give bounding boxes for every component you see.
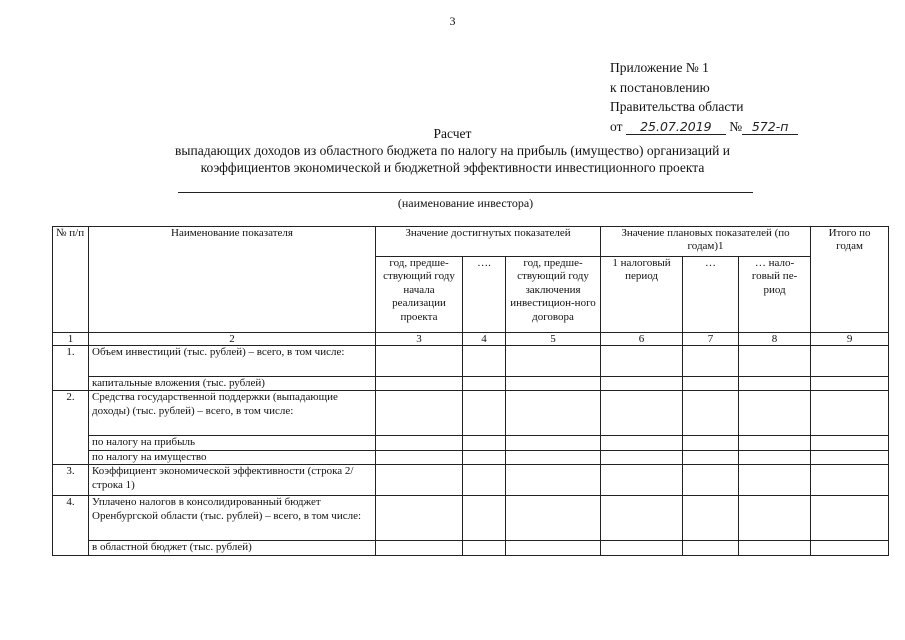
header-col3: год, предше-ствующий году начала реализации проекта — [376, 257, 463, 333]
number-label: № — [729, 118, 743, 134]
colnum-8: 8 — [739, 333, 811, 346]
title-line-2: выпадающих доходов из областного бюджета по налогу на прибыль (имущество) организаций и — [175, 143, 730, 158]
appendix-line-3: Правительства области — [610, 99, 744, 114]
handwritten-date: 25.07.2019 — [626, 120, 726, 135]
header-num: № п/п — [53, 227, 89, 333]
table-row — [53, 377, 889, 391]
handwritten-number: 572-п — [742, 120, 798, 135]
calculation-table — [52, 226, 889, 556]
row-label: капитальные вложения (тыс. рублей) — [89, 377, 376, 391]
row-label: по налогу на имущество — [89, 450, 376, 464]
colnum-2: 2 — [89, 333, 376, 346]
row-label: Объем инвестиций (тыс. рублей) – всего, в том числе: — [89, 346, 376, 377]
colnum-3: 3 — [376, 333, 463, 346]
document-title — [0, 125, 905, 176]
column-number-row — [53, 333, 889, 346]
row-num: 3. — [53, 465, 89, 496]
row-label: Уплачено налогов в консолидированный бюджет Оренбургской области (тыс. рублей) – всего, в том числе: — [89, 496, 376, 541]
table-row — [53, 496, 889, 541]
appendix-line-2: к постановлению — [610, 79, 710, 95]
table-row — [53, 346, 889, 377]
header-col8: … нало-говый пе-риод — [739, 257, 811, 333]
row-label: по налогу на прибыль — [89, 436, 376, 450]
row-num: 2. — [53, 391, 89, 465]
header-col5: год, предше-ствующий году заключения инвестицион-ного договора — [506, 257, 601, 333]
row-label: Средства государственной поддержки (выпадающие доходы) (тыс. рублей) – всего, в том числе: — [89, 391, 376, 436]
header-total: Итого по годам — [811, 227, 889, 333]
table-row — [53, 391, 889, 436]
header-row-1 — [53, 227, 889, 257]
appendix-line-1: Приложение № 1 — [610, 60, 709, 75]
colnum-5: 5 — [506, 333, 601, 346]
table-row — [53, 465, 889, 496]
investor-caption: (наименование инвестора) — [397, 196, 534, 210]
row-num: 1. — [53, 346, 89, 391]
row-label: Коэффициент экономической эффективности (строка 2/строка 1) — [89, 465, 376, 496]
from-label: от — [610, 118, 623, 134]
header-col4: …. — [463, 257, 506, 333]
header-planned: Значение плановых показателей (по годам)1 — [601, 227, 811, 257]
colnum-7: 7 — [683, 333, 739, 346]
title-line-1: Расчет — [433, 126, 472, 141]
colnum-1: 1 — [53, 333, 89, 346]
table-row — [53, 541, 889, 555]
colnum-6: 6 — [601, 333, 683, 346]
title-line-3: коэффициентов экономической и бюджетной эффективности инвестиционного проекта — [200, 160, 705, 175]
table-row — [53, 436, 889, 450]
row-label: в областной бюджет (тыс. рублей) — [89, 541, 376, 555]
header-name: Наименование показателя — [89, 227, 376, 333]
colnum-4: 4 — [463, 333, 506, 346]
colnum-9: 9 — [811, 333, 889, 346]
header-achieved: Значение достигнутых показателей — [376, 227, 601, 257]
page-number: 3 — [449, 14, 456, 28]
table-row — [53, 450, 889, 464]
row-num: 4. — [53, 496, 89, 555]
header-col7: … — [683, 257, 739, 333]
investor-name-line — [178, 192, 753, 193]
header-col6: 1 налоговый период — [601, 257, 683, 333]
